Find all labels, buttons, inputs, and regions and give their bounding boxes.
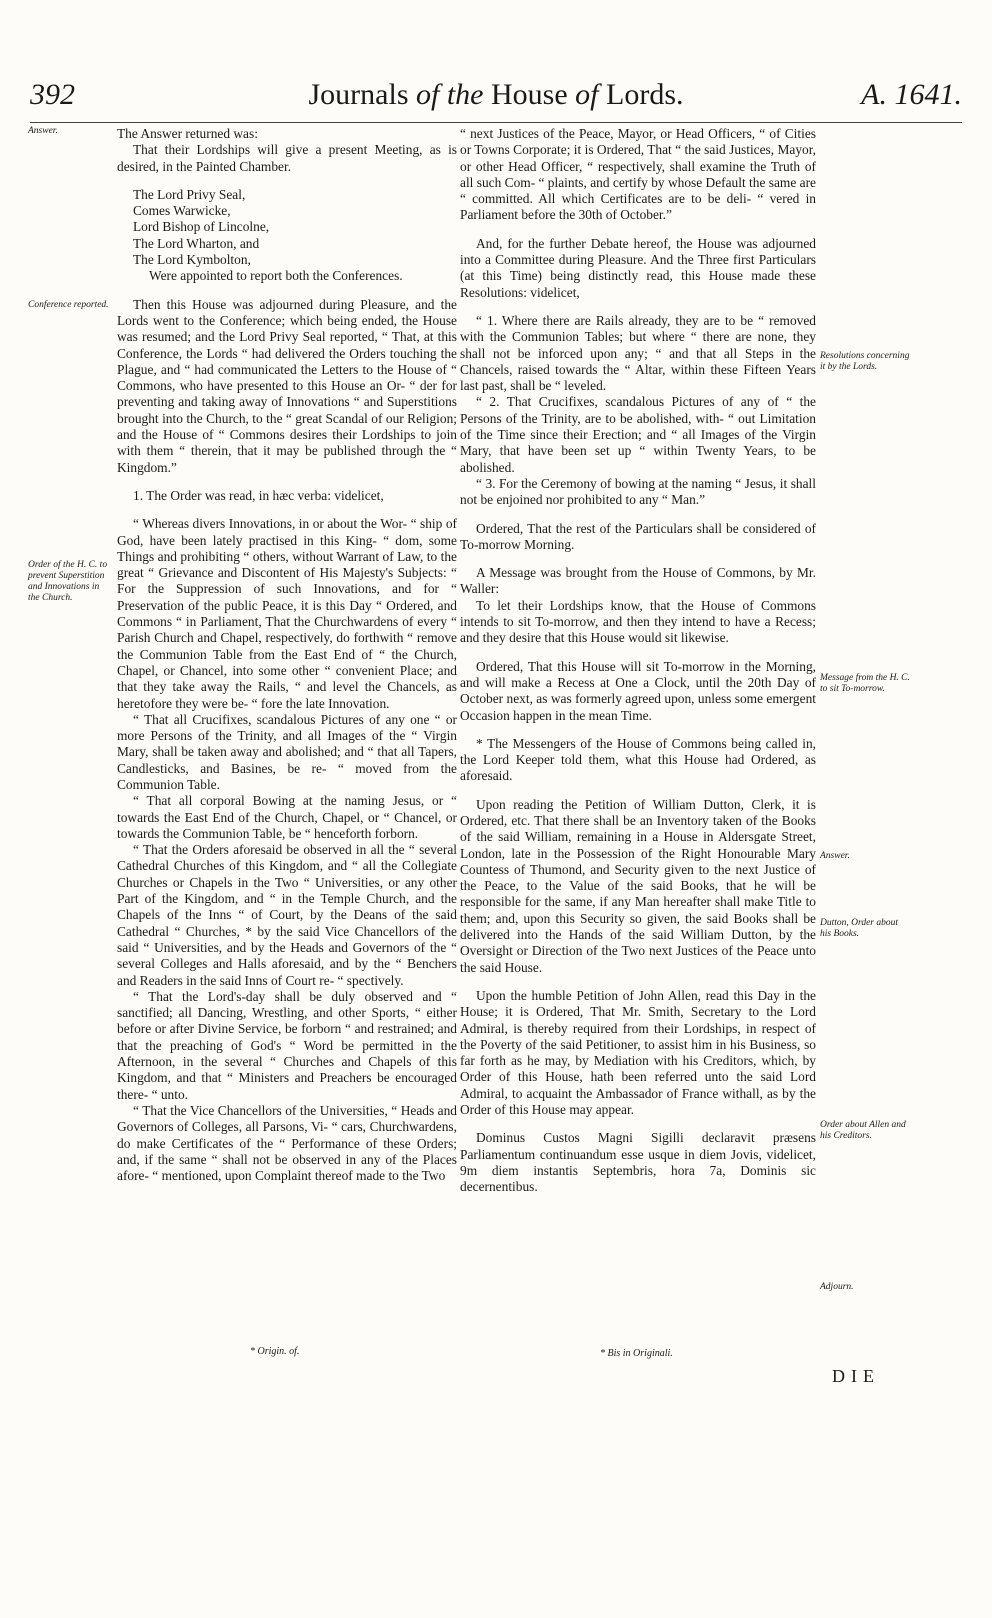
paragraph: To let their Lordships know, that the House of Commons intends to sit To-morrow, and then they intend to have a Recess; and they desire that this House would sit likewise.: [460, 597, 816, 646]
page-number: 392: [30, 78, 75, 111]
running-title: Journals of the House of Lords.: [308, 78, 684, 111]
margin-note-conference: Conference reported.: [28, 300, 109, 310]
paragraph: “ 1. Where there are Rails already, they are to be “ removed with the Communion Tables; but where “ there are none, they shall not be inforced upon any; “ and that all Steps in the Chancels, raised towards the “ Altar, within these Fifteen Years last past, shall be “ leveled.: [460, 312, 816, 394]
paragraph: “ That the Lord's-day shall be duly observed and “ sanctified; all Dancing, Wrestling, and other Sports, “ either before or after Divine Service, be forborn “ and restrained; and that the preaching of God's “ Word be permitted in the Afternoon, in the several “ Churches and Chapels of this Kingdom, and that “ Ministers and Preachers be encouraged there- “ unto.: [117, 988, 457, 1102]
paragraph: “ That all corporal Bowing at the naming Jesus, or “ towards the East End of the Church, Chapel, or “ Chancel, or towards the Communion Table, be “ henceforth forborn.: [117, 793, 457, 841]
margin-note-answer: Answer.: [28, 126, 58, 136]
margin-note-allen: Order about Allen and his Creditors.: [820, 1120, 906, 1141]
paragraph: 1. The Order was read, in hæc verba: videlicet,: [133, 487, 384, 503]
margin-note-adjourn: Adjourn.: [820, 1282, 854, 1292]
paragraph: “ Whereas divers Innovations, in or about the Wor- “ ship of God, have been lately practised in this King- “ dom, some Things and prohibiting “ others, without Warrant of Law, to the great “ Grievance and Discontent of His Majesty's Subjects: “ For the Suppression of such Innovations, and for “ Preservation of the public Peace, it is this Day “ Ordered, and Commons “ in Parliament, That the Churchwardens of every “ Parish Church and Chapel, respectively, do forthwith “ remove the Communion Table from the East End of “ the Church, Chapel, or Chancel, into some other “ convenient Place; and that they take away the Rails, “ and level the Chancels, as heretofore they were be- “ fore the late Innovation.: [117, 516, 457, 711]
footnote-right: * Bis in Originali.: [600, 1348, 673, 1359]
paragraph: That their Lordships will give a present Meeting, as is desired, in the Painted Chamber.: [117, 142, 457, 174]
paragraph: “ That the Orders aforesaid be observed in all the “ several Cathedral Churches of this Kingdom, and “ all the Collegiate Churches or Chapels in the Two “ Universities, or any other Part of the Kingdom, and “ in the Temple Church, and the Chapels of the Inns “ of Court, by the Deans of the said Cathedral “ Churches, * by the said Vice Chancellors of the said “ Universities, and by the Heads and Governors of the “ several Colleges and Halls aforesaid, and by the “ Benchers and Readers in the said Inns of Court re- “ spectively.: [117, 842, 457, 988]
running-header: [30, 78, 962, 118]
paragraph: The Answer returned was:: [117, 126, 258, 141]
paragraph: Upon reading the Petition of William Dutton, Clerk, it is Ordered, etc. That there shall be an Inventory taken of the Books of the said William, remaining in a House in Aldersgate Street, London, late in the Possession of the Right Honourable Mary Countess of Thumond, and Security given to the next Justice of the Peace, to the Value of the said Books, that he will be responsible for the same, if any Man hereafter shall make Title to them; and, upon this Security so given, the said Books shall be delivered into the Hands of the said William Dutton, by the Oversight or Direction of the Two next Justices of the Peace unto the said House.: [460, 796, 816, 975]
left-column: [117, 126, 457, 1184]
paragraph: “ 2. That Crucifixes, scandalous Pictures of any of “ the Persons of the Trinity, are to be abolished, with- “ out Limitation of the Time since their Erection; and “ all Images of the Virgin Mary, that have been set up “ within Twenty Years, to be abolished.: [460, 394, 816, 475]
margin-note-answer-2: Answer.: [820, 851, 850, 861]
margin-note-resolutions: Resolutions concerning it by the Lords.: [820, 351, 910, 372]
paragraph: A Message was brought from the House of Commons, by Mr. Waller:: [460, 565, 816, 597]
paragraph: Ordered, That this House will sit To-morrow in the Morning, and will make a Recess at One a Clock, until the 20th Day of October next, as was formerly agreed upon, unless some emergent Occasion happen in the mean Time.: [460, 658, 816, 723]
paragraph: “ 3. For the Ceremony of bowing at the naming “ Jesus, it shall not be enjoined nor prohibited to any “ Man.”: [460, 475, 816, 508]
paragraph: * The Messengers of the House of Commons being called in, the Lord Keeper told them, what this House had Ordered, as aforesaid.: [460, 735, 816, 784]
paragraph: “ That all Crucifixes, scandalous Pictures of any one “ or more Persons of the Trinity, and all Images of the “ Virgin Mary, shall be taken away and abolished; and “ that all Tapers, Candlesticks, and Basines, be re- “ moved from the Communion Table.: [117, 711, 457, 792]
header-rule: [30, 122, 962, 123]
footnote-left: * Origin. of.: [250, 1346, 300, 1357]
appointed-lords: The Lord Privy Seal, Comes Warwicke, Lord Bishop of Lincolne, The Lord Wharton, and The Lord Kymbolton, Were appointed to report both the Conferences.: [133, 186, 403, 284]
margin-note-order: Order of the H. C. to prevent Superstition and Innovations in the Church.: [28, 560, 108, 603]
margin-note-dutton: Dutton, Order about his Books.: [820, 918, 899, 939]
paragraph: “ next Justices of the Peace, Mayor, or Head Officers, “ of Cities or Towns Corporate; it is Ordered, That “ the said Justices, Mayor, or other Head Officer, “ respectively, shall examine the Truth of all such Com- “ plaints, and certify by whose Default the same are “ committed. All which Certificates are to be deli- “ vered in Parliament before the 30th of October.”: [460, 126, 816, 223]
paragraph: “ That the Vice Chancellors of the Universities, “ Heads and Governors of Colleges, all Parsons, Vi- “ cars, Churchwardens, do make Certificates of the “ Performance of these Orders; and, if the same “ shall not be observed in any of the Places afore- “ mentioned, upon Complaint thereof made to the Two: [117, 1102, 457, 1184]
paragraph: Upon the humble Petition of John Allen, read this Day in the House; it is Ordered, That Mr. Smith, Secretary to the Lord Admiral, is thereby required from their Lordships, in respect of the Poverty of the said Petitioner, to assist him in his Business, so far forth as he may, by Mediation with his Creditors, which, by Order of this House, hath been referred unto the said Lord Admiral, to acquaint the Ambassador of France withall, as by the Order of this House may appear.: [460, 987, 816, 1118]
margin-note-message: Message from the H. C. to sit To-morrow.: [820, 673, 910, 694]
catchword: DIE: [832, 1366, 880, 1386]
paragraph: Then this House was adjourned during Pleasure, and the Lords went to the Conference; which being ended, the House was resumed; and the Lord Privy Seal reported, “ That, at this Conference, the Lords “ had delivered the Orders touching the Plague, and “ had communicated the Letters to the House of “ Commons, who have presented to this House an Or- “ der for preventing and taking away of Innovations “ and Superstitions brought into the Church, to the “ great Scandal of our Religion; and the House of “ Commons desires their Lordships to join with them “ therein, that it may be published through the “ Kingdom.”: [117, 296, 457, 475]
paragraph: Dominus Custos Magni Sigilli declaravit præsens Parliamentum continuandum esse usque in diem Jovis, videlicet, 9m diem instantis Septembris, hora 7a, Dominis sic decernentibus.: [460, 1130, 816, 1195]
year: A. 1641.: [861, 78, 962, 111]
paragraph: Ordered, That the rest of the Particulars shall be considered of To-morrow Morning.: [460, 520, 816, 552]
paragraph: And, for the further Debate hereof, the House was adjourned into a Committee during Pleasure. And the Three first Particulars (at this Time) being distinctly read, this House made these Resolutions: videlicet,: [460, 235, 816, 300]
right-column: [460, 126, 816, 1196]
